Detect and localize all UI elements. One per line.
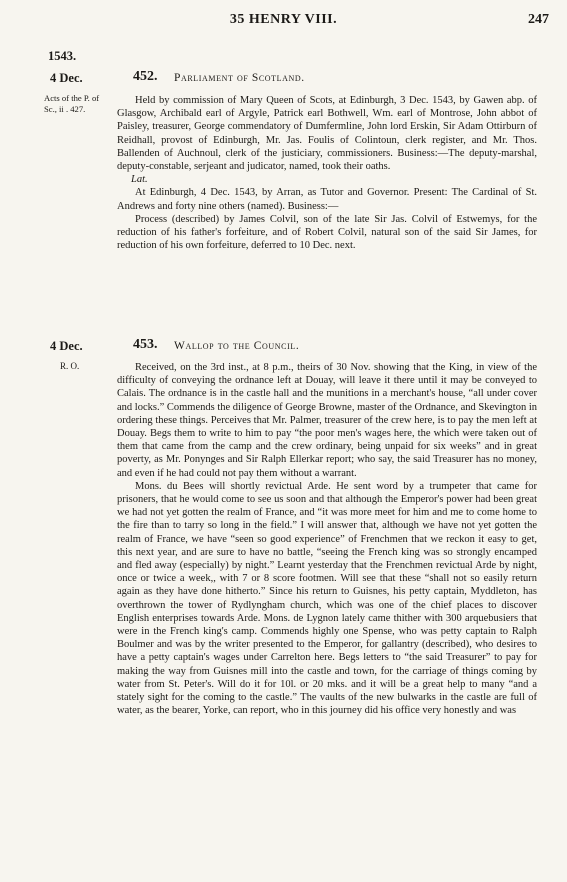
margin-citation: R. O. [60,361,80,371]
language-note: Lat. [131,174,148,186]
entry-number: 452. [133,69,158,84]
running-head-title: 35 HENRY VIII. [229,12,338,27]
paragraph: Received, on the 3rd inst., at 8 p.m., theirs of 30 Nov. showing that the King, in view of the difficulty of conveying the ordnance left at Douay, will leave it there until it may be conveyed to Calais. The ordnance is in the castle hall and the munitions in a merchant's house, “all under cover and locks.” Commends the diligence of George Browne, master of the Ordnance, and Skevington in ordering these things. Perceives that Mr. Palmer, treasurer of the crew here, is to pay the men left at Douay. Begs them to write to him to pay “the poor men's wages here, the which were taken out of them that came from the camp and the crew ordinary, being unpaid for six weeks” and in great poverty, as Mr. Ponynges and Sir Ralph Ellerkar report; who say, the said Treasurer has no money, and even if he had could not pay them without a warrant. [117,362,537,479]
paragraph: At Edinburgh, 4 Dec. 1543, by Arran, as Tutor and Governor. Present: The Cardinal of St. Andrews and forty nine others (named). Business:— [117,187,537,212]
entry-date: 4 Dec. [50,339,83,353]
page-number: 247 [528,12,549,27]
entry-date: 4 Dec. [50,71,83,85]
paragraph: Held by commission of Mary Queen of Scots, at Edinburgh, 3 Dec. 1543, by Gawen abp. of Glasgow, Archibald earl of Argyle, Patrick earl Bothwell, Wm. earl of Montrose, John abbot of Paisley, treasurer, George commendatory of Dumfermline, John lord Erskin, Sir Adam Ottirburn of Reidhall, provost of Edinburgh, Mr. Jas. Foulis of Colintoun, clerk register, and Mr. Thos. Ballenden of Auchnoul, clerk of the justiciary, commissioners. Business:—The deputy-marshal, deputy-constable, serjeant and judicator, named, took their oaths. [117,95,537,173]
paragraph: Mons. du Bees will shortly revictual Arde. He sent word by a trumpeter that came for prisoners, that he would come to see us soon and that although the Emperor's power had been great we had not yet gotten the realm of France, and “it was more meet for him and me to come home to the fire than to tarry so long in the field.” I will answer that, although we have not yet gotten the realm of France, we have “seen so good experience” of Frenchmen that we reckon it easy to get, this next year, and are sure to have no battle, “seeing the French king was so strongly encamped and fled away (especially) by night.” Learnt yesterday that the Frenchmen revictual Arde by night, once or twice a week,, with 7 or 8 score footmen. Will see that these “shall not so easily return again as they have done hitherto.” Since his return to Guisnes, his petty captain, Myddleton, has overthrown the tower of Rydlyngham church, which was one of the chief places to discover English enterprises towards Arde. Mons. de Lygnon lately came thither with 300 arquebusiers that were in the French king's camp. Commends highly one Spense, who was petty captain to Ralph Boulmer and was by the writer presented to the Emperor, for gallantry (described), who desires to have a petty captain's wages under Carrelton here. Begs letters to “the said Treasurer” to pay for making the way from Guisnes mill into the castle and town, for the carriage of things coming by water from St. Peter's. Will do it for 10l. or 20 mks. and it will be a great help to many “and a stately sight for the coming to the castle.” The vaults of the new bulwarks in the castle are full of water, as the bearer, Yorke, can report, who in this journey did his office very honestly and was [117,480,537,717]
margin-citation: Acts of the P. of Sc., ii . 427. [44,93,100,114]
entry-number: 453. [133,337,158,352]
entry-title: Wallop to the Council. [174,340,300,352]
year-heading: 1543. [48,49,77,63]
running-head [0,12,567,32]
entry-body [117,361,537,717]
paragraph: Process (described) by James Colvil, son of the late Sir Jas. Colvil of Estwemys, for the reduction of his father's forfeiture, and of Robert Colvil, natural son of the said Sir James, for reduction of his own forfeiture, deferred to 10 Dec. next. [117,213,537,252]
entry-title: Parliament of Scotland. [174,72,305,84]
entry-body [117,94,537,252]
